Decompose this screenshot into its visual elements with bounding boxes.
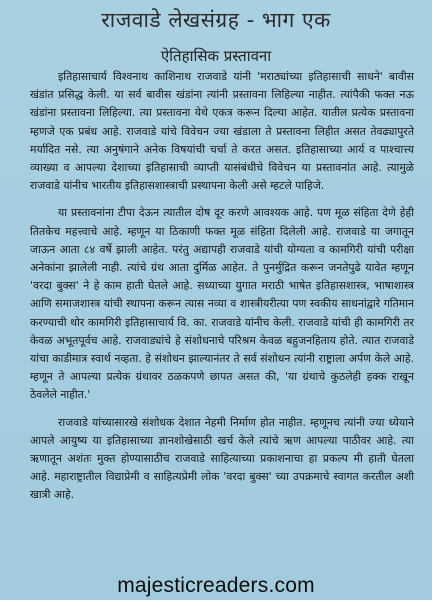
book-title: राजवाडे लेखसंग्रह - भाग एक xyxy=(101,8,331,32)
paragraph-2: या प्रस्तावनांना टीपा देऊन त्यातील दोष दूर करणे आवश्यक आहे. पण मूळ संहिता देणे हेही तितकेच महत्त्वाचे आहे. म्हणून या ठिकाणी फक्त मूळ संहिता दिलेली आहे. राजवाडे या जगातून जाऊन आता ८४ वर्षे झाली आहेत. परंतु अद्यापही राजवाडे यांची योग्यता व कामगिरी यांची परीक्षा अनेकांना झालेली नाही. त्यांचे ग्रंथ आता दुर्मिळ आहेत. ते पुनर्मुद्रित करून जनतेपुढे यावेत म्हणून 'वरदा बुक्स' ने हे काम हाती घेतले आहे. सध्याच्या युगात मराठी भाषेत इतिहासशास्त्र, भाषाशास्त्र आणि समाजशास्त्र यांची स्थापना करून त्यास नव्या व शास्त्रीयरीत्या पण स्वकीय साधनांद्वारे गतिमान करण्याची थोर कामगिरी इतिहासाचार्य वि. का. राजवाडे यांनीच केली. राजवाडे यांची ही कामगिरी तर केवळ अभूतपूर्वच आहे. राजवाड्यांचे हे संशोधनाचे परिश्रम केवळ बहुजनहिताय होते. त्यात राजवाडे यांचा काडीमात्र स्वार्थ नव्हता. हे संशोधन झाल्यानंतर ते सर्व संशोधन त्यांनी राष्ट्राला अर्पण केले आहे. म्हणून ते आपल्या प्रत्येक ग्रंथावर ठळकपणे छापत असत की, 'या ग्रंथाचे कुठलेही हक्क राखून ठेवलेले नाहीत.' xyxy=(30,206,414,402)
paragraph-3: राजवाडे यांच्यासारखे संशोधक देशात नेहमी निर्माण होत नाहीत. म्हणूनच त्यांनी ज्या ध्येयाने आपले आयुष्य या इतिहासाच्या ज्ञानशोखेसाठी खर्च केले त्यांचे ऋण आपल्या पाठीवर आहे. त्या ऋणातून अशंतः मुक्त होण्यासाठीच राजवाडे साहित्याच्या प्रकाशनाचा हा प्रकल्प मी हाती घेतला आहे. महाराष्ट्रातील विद्याप्रेमी व साहित्यप्रेमी लोक 'वरदा बुक्स' च्या उपक्रमाचे स्वागत करतील अशी खात्री आहे. xyxy=(30,415,414,502)
section-title: ऐतिहासिक प्रस्तावना xyxy=(160,47,272,65)
site-watermark: majesticreaders.com xyxy=(117,574,315,597)
preface-text xyxy=(30,68,414,514)
paragraph-1: इतिहासाचार्य विश्वनाथ काशिनाथ राजवाडे यांनी 'मराठ्यांच्या इतिहासाची साधने' बावीस खंडांत प्रसिद्ध केली. या सर्व बावीस खंडांना त्यांनी प्रस्तावना लिहिल्या नाहीत. त्यांपैकी फक्त नऊ खंडांना प्रस्तावना लिहिल्या. त्या प्रस्तावना येथे एकत्र करून दिल्या आहेत. यातील प्रत्येक प्रस्तावना म्हणजे एक प्रबंध आहे. राजवाडे यांचे विवेचन ज्या खंडाला ते प्रस्तावना लिहीत असत तेवढ्यापुरते मर्यादित नसे. त्या अनुषंगाने अनेक विषयांची चर्चा ते करत असत. इतिहासाच्या आर्य व पाश्चात्त्य व्याख्या व आपल्या देशाच्या इतिहासाची व्याप्ती यासंबंधीचे विवेचन या प्रस्तावनांत आहे. त्यामुळे राजवाडे यांनीच भारतीय इतिहासशास्त्राची प्रस्थापना केली असे म्हटले पाहिजे. xyxy=(30,70,414,193)
